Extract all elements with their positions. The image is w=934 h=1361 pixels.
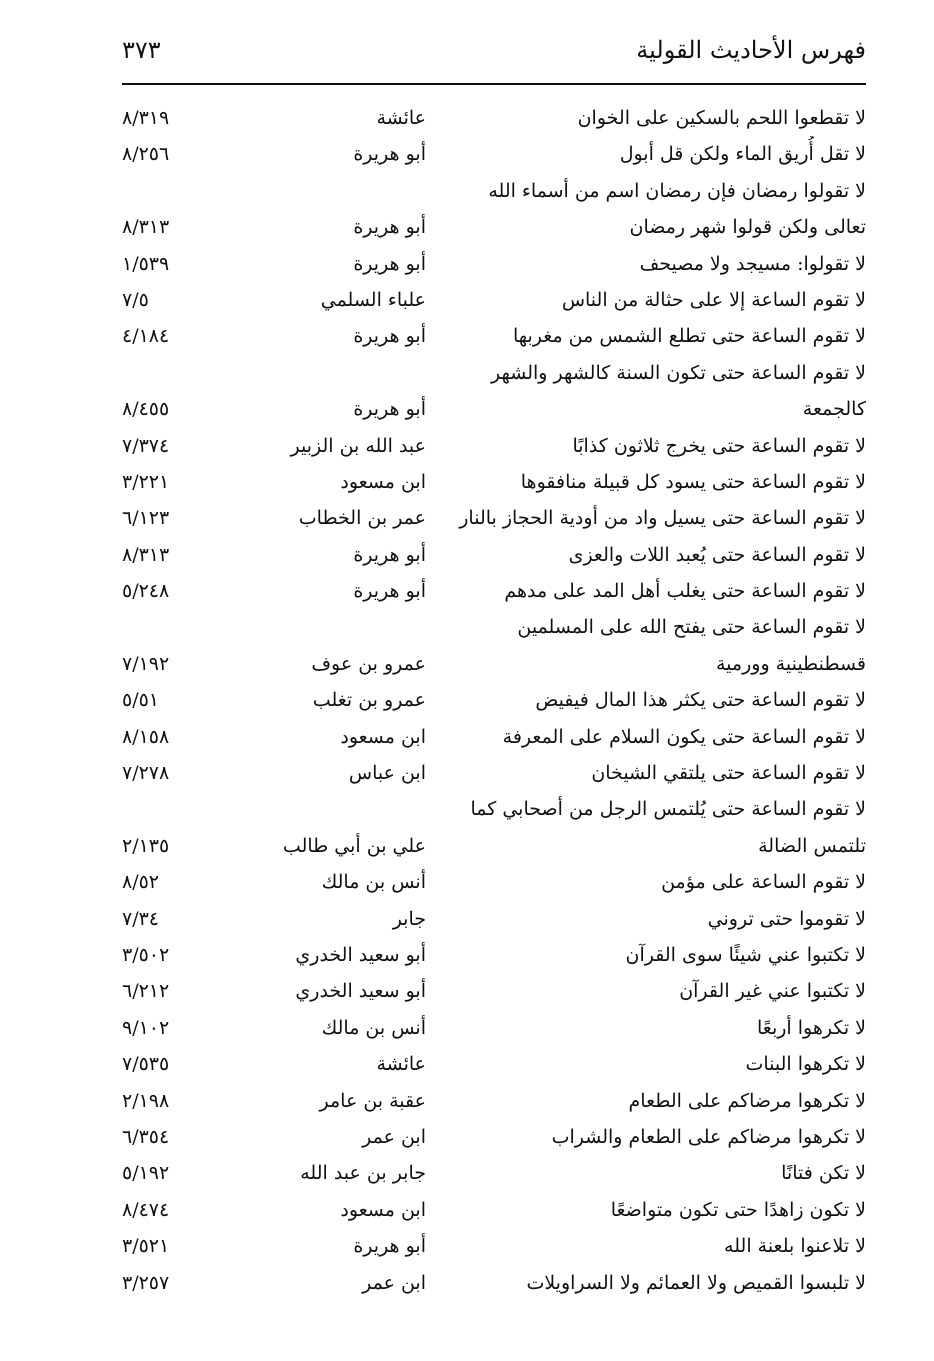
narrator-name: جابر xyxy=(392,907,426,930)
page-header xyxy=(122,30,866,74)
index-entry xyxy=(122,209,866,245)
hadith-text: لا تكتبوا عني شيئًا سوى القرآن xyxy=(625,943,866,966)
volume-page-reference: ٣/٢٥٧ xyxy=(122,1271,170,1294)
narrator-name: أبو هريرة xyxy=(353,325,426,348)
narrator-name: أبو هريرة xyxy=(353,398,426,421)
volume-page-reference: ٨/٣١٣ xyxy=(122,543,170,566)
index-entry xyxy=(122,391,866,427)
volume-page-reference: ٩/١٠٢ xyxy=(122,1016,170,1039)
index-entry xyxy=(122,173,866,209)
volume-page-reference: ٨/٣١٩ xyxy=(122,107,170,129)
volume-page-reference: ٥/١٩٢ xyxy=(122,1162,170,1185)
volume-page-reference: ٦/٢١٢ xyxy=(122,980,170,1003)
narrator-name: أبو سعيد الخدري xyxy=(295,943,426,966)
hadith-text: لا تقوم الساعة حتى يكون السلام على المعرفة xyxy=(502,725,866,748)
hadith-text: لا تقوم الساعة حتى يُلتمس الرجل من أصحابي كما xyxy=(470,798,866,821)
index-entry xyxy=(122,719,866,755)
narrator-name: عائشة xyxy=(376,1053,426,1076)
hadith-text: لا تقطعوا اللحم بالسكين على الخوان xyxy=(577,107,866,129)
index-entry xyxy=(122,901,866,937)
volume-page-reference: ٧/١٩٢ xyxy=(122,652,170,675)
narrator-name: عبد الله بن الزبير xyxy=(290,434,426,457)
index-entry xyxy=(122,428,866,464)
volume-page-reference: ٨/٤٧٤ xyxy=(122,1198,170,1221)
volume-page-reference: ٣/٢٢١ xyxy=(122,470,170,493)
index-entry xyxy=(122,464,866,500)
volume-page-reference: ٢/١٩٨ xyxy=(122,1089,170,1112)
volume-page-reference: ٨/١٥٨ xyxy=(122,725,170,748)
volume-page-reference: ٣/٥٠٢ xyxy=(122,943,170,966)
hadith-text: لا تكرهوا البنات xyxy=(745,1053,866,1076)
hadith-text: لا تكرهوا مرضاكم على الطعام والشراب xyxy=(551,1125,866,1148)
hadith-text: قسطنطينية وورمية xyxy=(716,652,866,675)
narrator-name: علي بن أبي طالب xyxy=(282,834,426,857)
narrator-name: أبو هريرة xyxy=(353,216,426,239)
index-entry xyxy=(122,973,866,1009)
volume-page-reference: ١/٥٣٩ xyxy=(122,252,170,275)
volume-page-reference: ٦/٣٥٤ xyxy=(122,1125,170,1148)
hadith-text: لا تقوم الساعة حتى يسيل واد من أودية الحجاز بالنار xyxy=(459,507,866,530)
index-entry xyxy=(122,1155,866,1191)
hadith-text: لا تقوم الساعة حتى يسود كل قبيلة منافقوها xyxy=(520,470,866,493)
hadith-text: لا تقولوا رمضان فإن رمضان اسم من أسماء الله xyxy=(488,179,866,202)
narrator-name: عمر بن الخطاب xyxy=(298,507,426,530)
volume-page-reference: ٧/٥٣٥ xyxy=(122,1053,170,1076)
index-entry xyxy=(122,828,866,864)
volume-page-reference: ٥/٥١ xyxy=(122,689,160,712)
hadith-text: لا تقولوا: مسيجد ولا مصيحف xyxy=(639,252,866,275)
volume-page-reference: ٤/١٨٤ xyxy=(122,325,170,348)
hadith-text: لا تقوم الساعة إلا على حثالة من الناس xyxy=(561,288,866,311)
volume-page-reference: ٨/٥٢ xyxy=(122,871,160,894)
hadith-text: لا تقوم الساعة حتى تطلع الشمس من مغربها xyxy=(512,325,866,348)
narrator-name: أبو هريرة xyxy=(353,143,426,166)
narrator-name: أبو هريرة xyxy=(353,543,426,566)
hadith-text: تلتمس الضالة xyxy=(758,834,866,857)
hadith-text: لا تقوم الساعة حتى يلتقي الشيخان xyxy=(591,762,866,785)
index-entry xyxy=(122,1265,866,1301)
volume-page-reference: ٦/١٢٣ xyxy=(122,507,170,530)
narrator-name: أبو هريرة xyxy=(353,1235,426,1258)
index-entry xyxy=(122,646,866,682)
hadith-text: لا تلبسوا القميص ولا العمائم ولا السراويلات xyxy=(526,1271,866,1294)
hadith-text: لا تقوم الساعة على مؤمن xyxy=(661,871,866,894)
hadith-text: لا تلاعنوا بلعنة الله xyxy=(724,1235,866,1258)
hadith-text: تعالى ولكن قولوا شهر رمضان xyxy=(629,216,866,239)
narrator-name: عمرو بن عوف xyxy=(311,652,426,675)
volume-page-reference: ٨/٤٥٥ xyxy=(122,398,170,421)
index-entry xyxy=(122,1228,866,1264)
index-entry xyxy=(122,100,866,136)
volume-page-reference: ٥/٢٤٨ xyxy=(122,580,170,603)
index-entry xyxy=(122,755,866,791)
volume-page-reference: ٨/٢٥٦ xyxy=(122,143,170,166)
index-entry xyxy=(122,500,866,536)
index-entry xyxy=(122,246,866,282)
page-title: فهرس الأحاديث القولية xyxy=(636,36,866,64)
hadith-text: لا تقوم الساعة حتى يكثر هذا المال فيفيض xyxy=(535,689,866,712)
index-entry xyxy=(122,1010,866,1046)
volume-page-reference: ٧/٣٧٤ xyxy=(122,434,170,457)
narrator-name: عمرو بن تغلب xyxy=(312,689,426,712)
hadith-text: لا تقوم الساعة حتى تكون السنة كالشهر والشهر xyxy=(491,361,866,384)
narrator-name: عائشة xyxy=(376,107,426,129)
index-entry xyxy=(122,136,866,172)
narrator-name: ابن مسعود xyxy=(340,725,426,748)
volume-page-reference: ٢/١٣٥ xyxy=(122,834,170,857)
narrator-name: أبو سعيد الخدري xyxy=(295,980,426,1003)
narrator-name: أنس بن مالك xyxy=(321,1016,426,1039)
index-entry xyxy=(122,282,866,318)
narrator-name: أبو هريرة xyxy=(353,252,426,275)
hadith-text: لا تقوم الساعة حتى يخرج ثلاثون كذابًا xyxy=(572,434,866,457)
hadith-text: لا تكون زاهدًا حتى تكون متواضعًا xyxy=(610,1198,866,1221)
hadith-text: لا تقوم الساعة حتى يفتح الله على المسلمين xyxy=(517,616,866,639)
hadith-text: لا تقوم الساعة حتى يغلب أهل المد على مدهم xyxy=(504,580,866,603)
narrator-name: علباء السلمي xyxy=(320,288,426,311)
index-entry xyxy=(122,791,866,827)
hadith-text: لا تكتبوا عني غير القرآن xyxy=(679,980,866,1003)
index-entry xyxy=(122,355,866,391)
volume-page-reference: ٨/٣١٣ xyxy=(122,216,170,239)
index-entry xyxy=(122,864,866,900)
narrator-name: ابن مسعود xyxy=(340,1198,426,1221)
index-entry xyxy=(122,318,866,354)
hadith-text: لا تقوموا حتى تروني xyxy=(707,907,866,930)
index-entry xyxy=(122,1046,866,1082)
hadith-text: لا تقوم الساعة حتى يُعبد اللات والعزى xyxy=(568,543,866,566)
hadith-text: لا تكرهوا مرضاكم على الطعام xyxy=(628,1089,866,1112)
narrator-name: أنس بن مالك xyxy=(321,871,426,894)
narrator-name: ابن مسعود xyxy=(340,470,426,493)
hadith-index-list xyxy=(122,100,866,1301)
index-entry xyxy=(122,609,866,645)
index-entry xyxy=(122,1192,866,1228)
volume-page-reference: ٧/٣٤ xyxy=(122,907,160,930)
volume-page-reference: ٣/٥٢١ xyxy=(122,1235,170,1258)
index-entry xyxy=(122,1119,866,1155)
index-entry xyxy=(122,537,866,573)
volume-page-reference: ٧/٥ xyxy=(122,288,149,311)
narrator-name: عقبة بن عامر xyxy=(319,1089,426,1112)
index-entry xyxy=(122,937,866,973)
header-divider xyxy=(122,83,866,85)
hadith-text: كالجمعة xyxy=(802,398,866,421)
index-entry xyxy=(122,573,866,609)
narrator-name: ابن عمر xyxy=(362,1271,426,1294)
narrator-name: جابر بن عبد الله xyxy=(300,1162,426,1185)
narrator-name: ابن عمر xyxy=(362,1125,426,1148)
index-entry xyxy=(122,682,866,718)
narrator-name: أبو هريرة xyxy=(353,580,426,603)
hadith-text: لا تقل أُريق الماء ولكن قل أبول xyxy=(619,143,866,166)
index-entry xyxy=(122,1083,866,1119)
hadith-text: لا تكن فتانًا xyxy=(781,1162,866,1185)
page-number: ٣٧٣ xyxy=(122,36,161,64)
narrator-name: ابن عباس xyxy=(348,762,426,785)
volume-page-reference: ٧/٢٧٨ xyxy=(122,762,170,785)
hadith-text: لا تكرهوا أربعًا xyxy=(757,1016,866,1039)
